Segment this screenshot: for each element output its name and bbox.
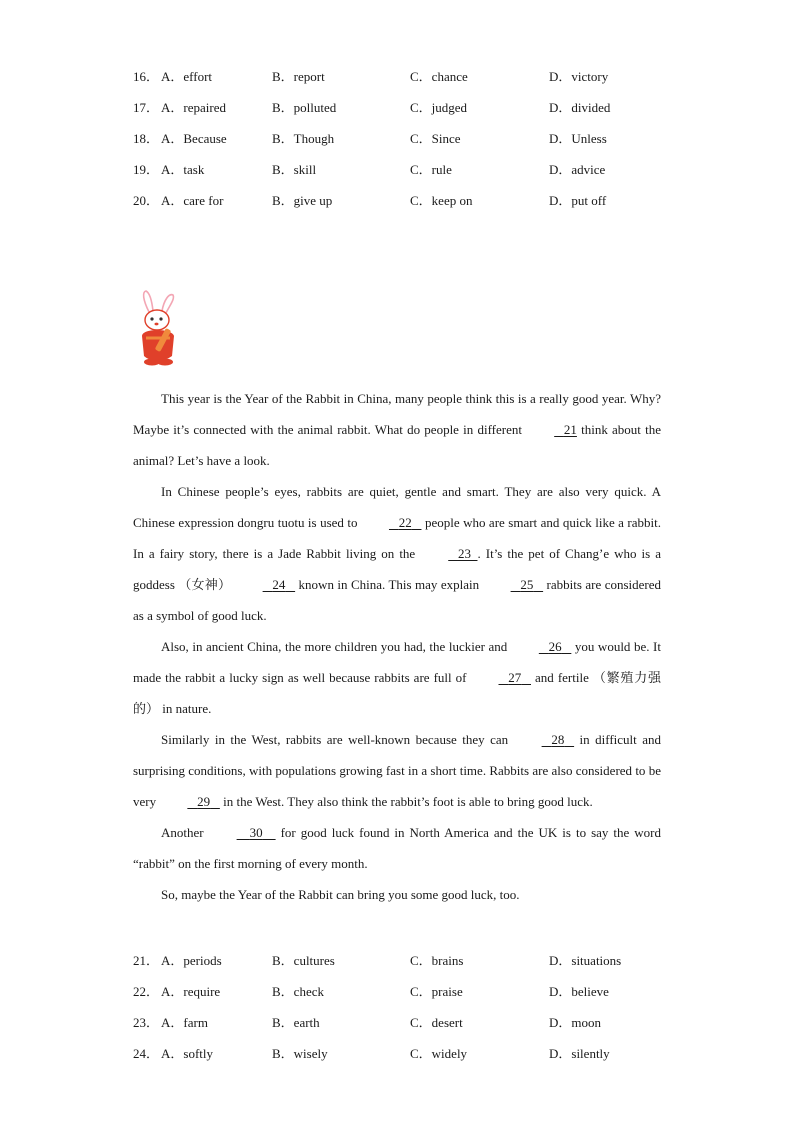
option-b[interactable]: B．polluted	[272, 100, 337, 115]
option-a[interactable]: A．periods	[161, 953, 222, 968]
paragraph-text: Another	[161, 825, 209, 840]
blank-number: 24	[272, 577, 286, 592]
blank-number: 26	[548, 639, 562, 654]
blank-28[interactable]	[514, 724, 575, 755]
option-b[interactable]: B．check	[272, 984, 324, 999]
blank-number: 22	[398, 515, 412, 530]
rabbit-mascot-icon	[134, 290, 186, 370]
paragraph-text: people who are smart and quick like a rabbit. In a fairy story, there is a Jade Rabbit living on the	[133, 515, 662, 561]
question-number: 22．	[133, 984, 160, 999]
paragraph-text: think about the animal? Let’s have a look.	[133, 422, 661, 468]
option-d[interactable]: D．advice	[549, 162, 606, 177]
paragraph-text: In Chinese people’s eyes, rabbits are quiet, gentle and smart. They are also very quick. A Chinese expression dongru tuotu is used to	[133, 484, 661, 530]
option-a[interactable]: A．task	[161, 162, 205, 177]
option-d[interactable]: D．believe	[549, 984, 609, 999]
option-d[interactable]: D．divided	[549, 100, 611, 115]
option-c[interactable]: C．rule	[410, 162, 452, 177]
option-d[interactable]: D．silently	[549, 1046, 610, 1061]
blank-number: 21	[563, 422, 577, 437]
question-row	[133, 976, 673, 1007]
options-bottom	[133, 945, 673, 1069]
option-c[interactable]: C．desert	[410, 1015, 463, 1030]
question-number: 23．	[133, 1015, 160, 1030]
paragraph	[133, 879, 661, 910]
question-row	[133, 185, 673, 216]
option-d[interactable]: D．Unless	[549, 131, 607, 146]
option-a[interactable]: A．softly	[161, 1046, 214, 1061]
option-d[interactable]: D．victory	[549, 69, 609, 84]
blank-21[interactable]	[526, 414, 577, 445]
option-c[interactable]: C．praise	[410, 984, 463, 999]
paragraph-text: rabbits are considered as a symbol of good luck.	[133, 577, 662, 623]
option-b[interactable]: B．give up	[272, 193, 333, 208]
blank-24[interactable]	[235, 569, 296, 600]
question-row	[133, 123, 673, 154]
paragraph-text: So, maybe the Year of the Rabbit can bring you some good luck, too.	[161, 887, 520, 902]
option-a[interactable]: A．care for	[161, 193, 224, 208]
question-row	[133, 61, 673, 92]
question-number: 17．	[133, 100, 160, 115]
option-b[interactable]: B．cultures	[272, 953, 335, 968]
paragraph-text: in difficult and surprising conditions, with populations growing fast in a short time. Rabbits are also considered to be very	[133, 732, 661, 809]
option-c[interactable]: C．judged	[410, 100, 468, 115]
paragraph	[133, 631, 661, 724]
option-b[interactable]: B．report	[272, 69, 325, 84]
option-b[interactable]: B．earth	[272, 1015, 320, 1030]
option-b[interactable]: B．Though	[272, 131, 335, 146]
question-row	[133, 1038, 673, 1069]
option-c[interactable]: C．chance	[410, 69, 468, 84]
option-a[interactable]: A．effort	[161, 69, 213, 84]
paragraph-text: and fertile （繁殖力强的） in nature.	[133, 670, 661, 716]
blank-26[interactable]	[511, 631, 572, 662]
question-number: 21．	[133, 953, 160, 968]
blank-number: 27	[508, 670, 522, 685]
option-d[interactable]: D．put off	[549, 193, 607, 208]
question-row	[133, 92, 673, 123]
option-c[interactable]: C．brains	[410, 953, 464, 968]
paragraph-text: known in China. This may explain	[295, 577, 483, 592]
question-number: 19．	[133, 162, 160, 177]
question-number: 20．	[133, 193, 160, 208]
option-a[interactable]: A．repaired	[161, 100, 226, 115]
blank-number: 29	[197, 794, 211, 809]
option-b[interactable]: B．skill	[272, 162, 317, 177]
option-d[interactable]: D．moon	[549, 1015, 602, 1030]
paragraph-text: you would be. It made the rabbit a lucky sign as well because rabbits are full of	[133, 639, 661, 685]
paragraph-text: This year is the Year of the Rabbit in China, many people think this is a really good year. Why? Maybe it’s connected with the animal rabbit. What do people in different	[133, 391, 661, 437]
blank-30[interactable]	[209, 817, 276, 848]
question-number: 18．	[133, 131, 160, 146]
paragraph-text: for good luck found in North America and the UK is to say the word “rabbit” on the first morning of every month.	[133, 825, 661, 871]
paragraph-text: in the West. They also think the rabbit’s foot is able to bring good luck.	[219, 794, 593, 809]
option-a[interactable]: A．Because	[161, 131, 227, 146]
blank-number: 23	[457, 546, 471, 561]
paragraph	[133, 724, 661, 817]
option-c[interactable]: C．keep on	[410, 193, 473, 208]
blank-number: 30	[249, 825, 263, 840]
question-number: 16．	[133, 69, 160, 84]
options-top	[133, 61, 673, 216]
paragraph-text: Also, in ancient China, the more children you had, the luckier and	[161, 639, 511, 654]
paragraph	[133, 476, 661, 631]
blank-27[interactable]	[471, 662, 532, 693]
paragraph-text: Similarly in the West, rabbits are well-known because they can	[161, 732, 514, 747]
blank-29[interactable]	[159, 786, 220, 817]
blank-number: 28	[551, 732, 565, 747]
question-row	[133, 945, 673, 976]
blank-22[interactable]	[361, 507, 422, 538]
option-a[interactable]: A．require	[161, 984, 221, 999]
reading-passage	[133, 383, 661, 910]
paragraph	[133, 817, 661, 879]
option-c[interactable]: C．widely	[410, 1046, 468, 1061]
blank-25[interactable]	[483, 569, 544, 600]
option-b[interactable]: B．wisely	[272, 1046, 328, 1061]
question-row	[133, 1007, 673, 1038]
option-c[interactable]: C．Since	[410, 131, 461, 146]
option-a[interactable]: A．farm	[161, 1015, 208, 1030]
blank-23[interactable]	[420, 538, 477, 569]
paragraph	[133, 383, 661, 476]
question-number: 24．	[133, 1046, 160, 1061]
paragraph-text: . It’s the pet of Chang’e who is a goddess （女神）	[133, 546, 661, 592]
option-d[interactable]: D．situations	[549, 953, 622, 968]
blank-number: 25	[520, 577, 534, 592]
question-row	[133, 154, 673, 185]
